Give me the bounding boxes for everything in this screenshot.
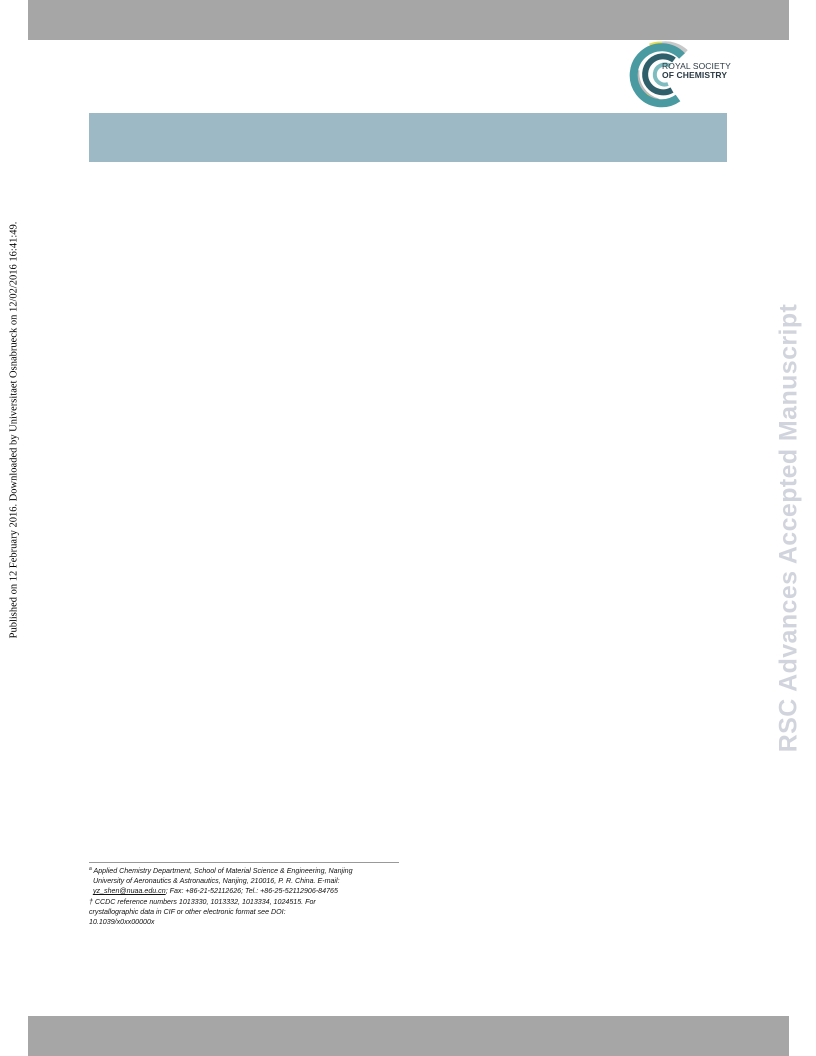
logo-line-1: ROYAL SOCIETY (662, 61, 731, 71)
rsc-logo (628, 40, 732, 108)
affiliation-text-1: Applied Chemistry Department, School of Material Science & Engineering, Nanjing (93, 867, 353, 875)
publication-note-text: Published on 12 February 2016. Downloaded by Universitaet Osnabrueck on 12/02/2016 16:41:49. (8, 221, 20, 639)
contact-details: ; Fax: +86-21-52112626; Tel.: +86-25-52112906-84765 (165, 887, 338, 896)
watermark-text: RSC Advances Accepted Manuscript (774, 303, 803, 753)
contact-line (89, 886, 409, 896)
logo-text (662, 62, 731, 80)
logo-line-2: OF CHEMISTRY (662, 70, 728, 80)
bottom-band (28, 1016, 789, 1056)
footnotes (89, 866, 409, 927)
footnote-divider (89, 862, 399, 863)
affiliation-line-2: University of Aeronautics & Astronautics, Nanjing, 210016, P. R. China. E-mail: (93, 877, 340, 886)
ccdc-line-1: † CCDC reference numbers 1013330, 1013332, 1013334, 1024515. For (89, 897, 316, 906)
top-band (28, 0, 789, 40)
email-link[interactable]: yz_shen@nuaa.edu.cn (93, 887, 166, 896)
ccdc-line-2: crystallographic data in CIF or other electronic format see DOI: (89, 907, 286, 916)
affiliation-mark: a (89, 866, 92, 872)
affiliation-line-1 (89, 866, 409, 876)
header-bar (89, 113, 727, 162)
ccdc-line-3: 10.1039/x0xx00000x (89, 918, 155, 927)
